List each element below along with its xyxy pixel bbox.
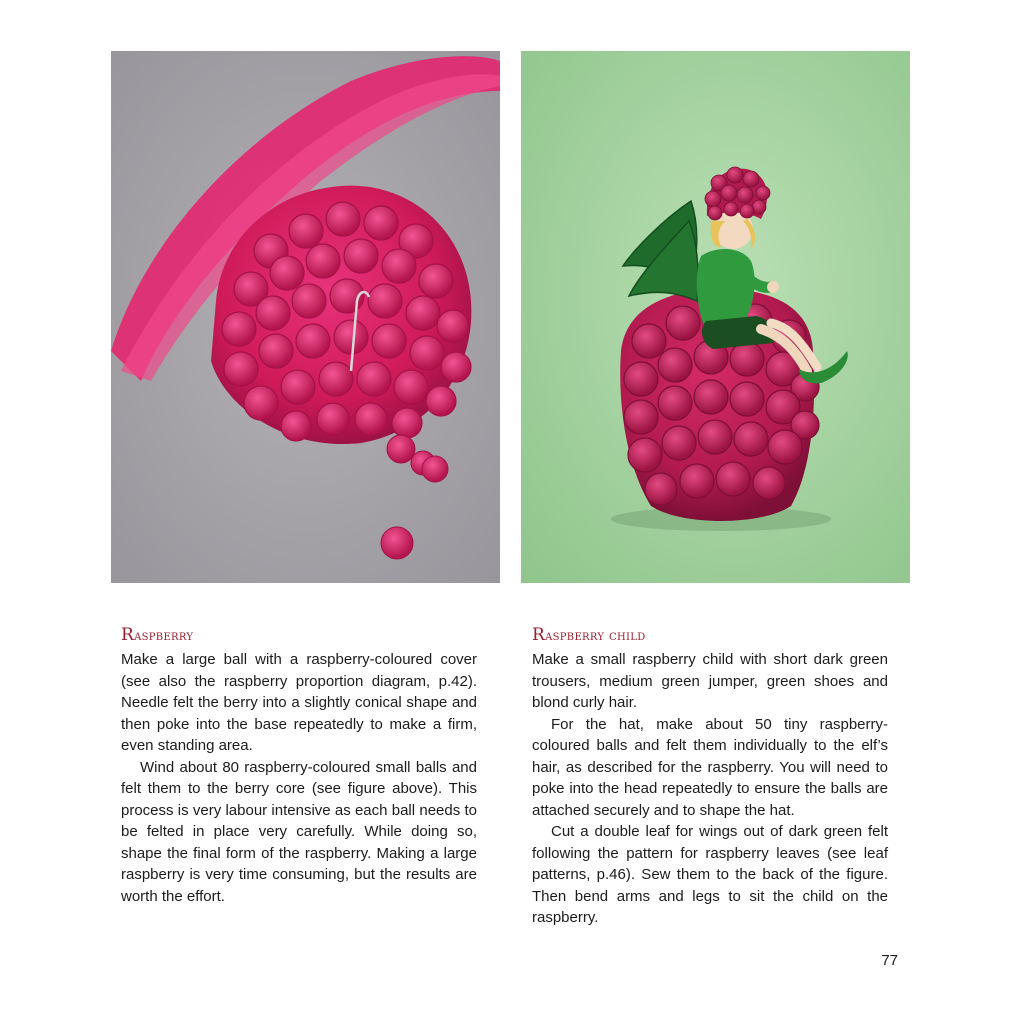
paragraph: Cut a double leaf for wings out of dark green felt following the pattern for raspberry leaves (see leaf patterns, p.46). Sew them to the back of the figure. Then bend arms and legs to sit the child on the raspberry. — [532, 823, 888, 926]
section-raspberry-child — [532, 624, 888, 929]
paragraph: For the hat, make about 50 tiny raspberry-coloured balls and felt them individually to the elf’s hair, as described for the raspberry. You will need to poke into the head repeatedly to ensure the balls are attached securely and to shape the hat. — [532, 715, 888, 819]
photo-raspberry-felting — [111, 51, 500, 583]
heading-raspberry: Raspberry — [121, 625, 194, 645]
section-raspberry — [121, 624, 477, 907]
raspberry-felting-image — [111, 51, 500, 583]
paragraph: Make a small raspberry child with short dark green trousers, medium green jumper, green shoes and blond curly hair. — [532, 651, 888, 711]
paragraph: Make a large ball with a raspberry-coloured cover (see also the raspberry proportion diagram, p.42). Needle felt the berry into a slightly conical shape and then poke into the base repeatedly to make a firm, even standing area. — [121, 651, 477, 754]
page-number: 77 — [881, 952, 898, 969]
raspberry-child-image — [521, 51, 910, 583]
heading-raspberry-child: Raspberry child — [532, 625, 646, 645]
photo-raspberry-child — [521, 51, 910, 583]
paragraph: Wind about 80 raspberry-coloured small balls and felt them to the berry core (see figure above). This process is very labour intensive as each ball needs to be felted in place very carefully. While doing so, shape the final form of the raspberry. Making a large raspberry is very time consuming, but the results are worth the effort. — [121, 758, 477, 905]
